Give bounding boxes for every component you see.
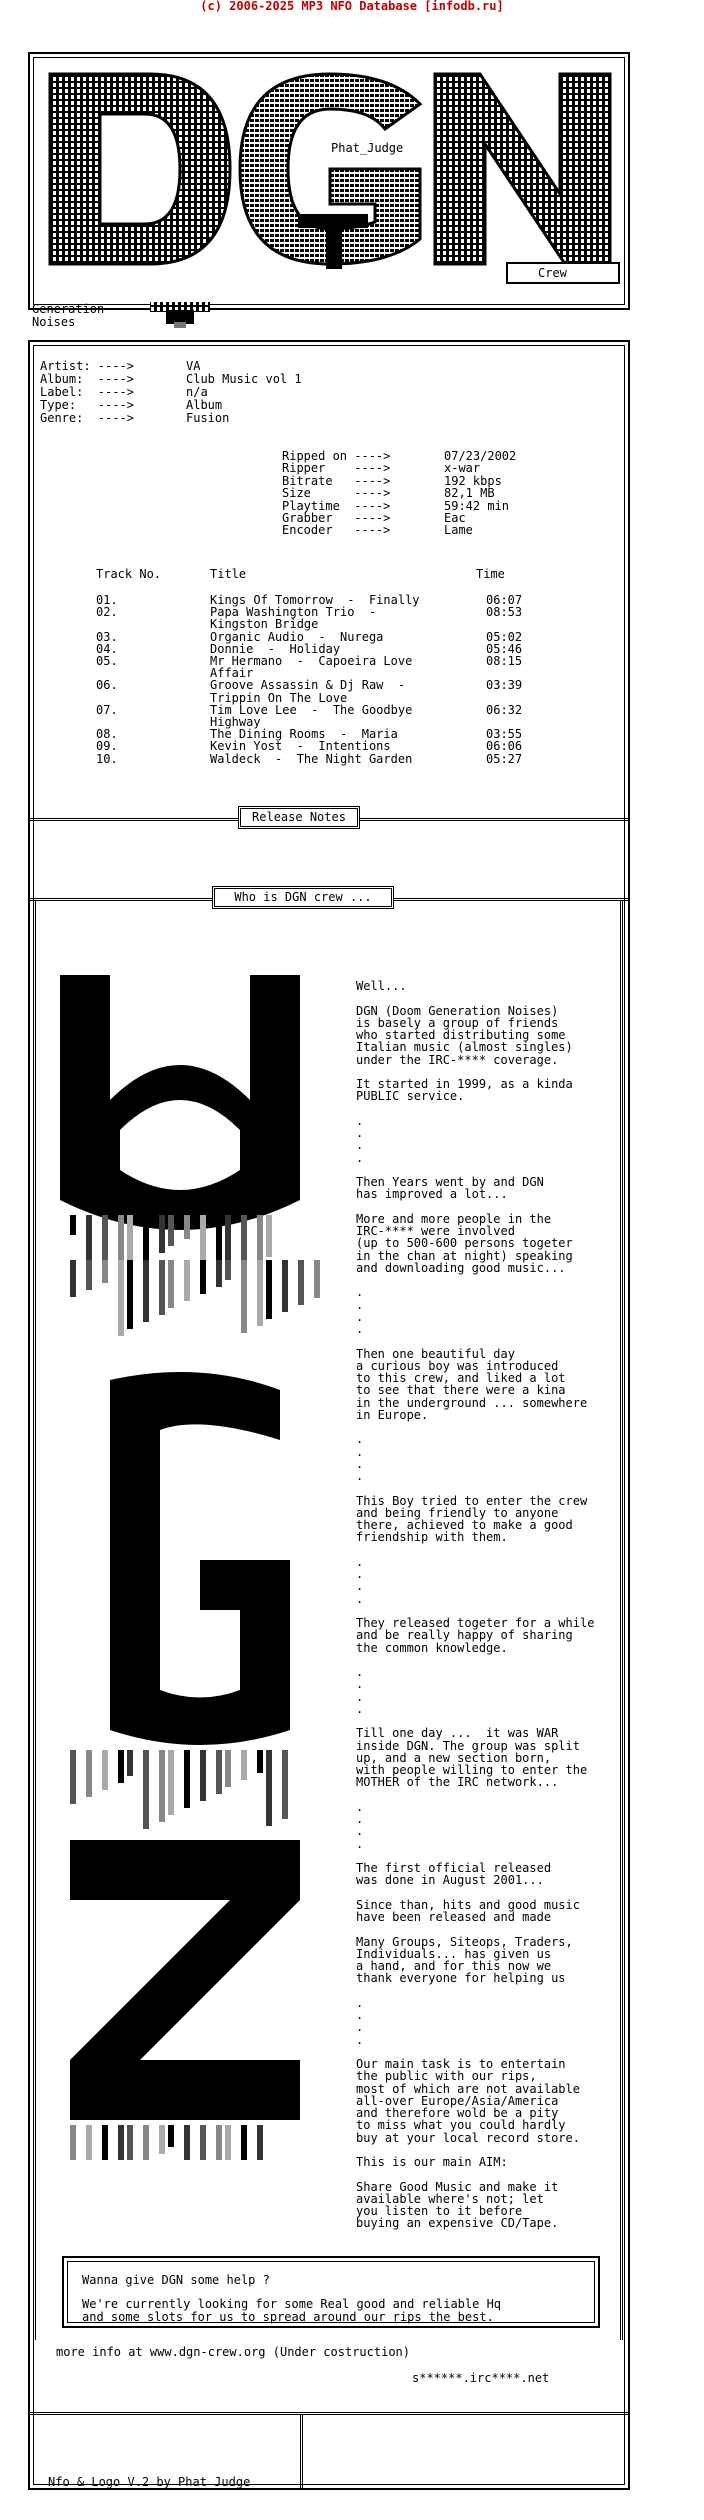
art-shape [143,2125,149,2160]
track-no: 03. [96,629,118,644]
art-shape [102,1750,108,1790]
type-key: Type: ----> [40,398,134,412]
art-shape [168,1750,174,1815]
story-line: friendship with them. [356,1530,508,1545]
story-line: was done in August 2001... [356,1873,544,1888]
art-shape [70,1750,76,1804]
track-no: 09. [96,739,118,754]
story-line: IRC-**** were involved [356,1224,515,1238]
story-line: in the underground ... somewhere [356,1395,588,1410]
rip-value: 59:42 min [444,498,510,513]
art-shape [257,1215,263,1264]
story-line: inside DGN. The group was split [356,1738,580,1753]
story-line: . [356,1554,364,1569]
rip-value: x-war [444,461,481,476]
art-shape [184,1215,190,1239]
rip-value: 82,1 MB [444,486,495,501]
story-line: Till one day ... it was WAR [356,1726,559,1741]
story-line: . [356,1150,364,1165]
rip-key: Size ----> [282,486,391,501]
track-no: 06. [96,678,118,693]
story-line: is basely a group of friends [356,1015,559,1030]
story-line: . [356,1297,364,1312]
track-title: Trippin On The Love [210,690,348,705]
help-title: Wanna give DGN some help ? [82,2273,270,2287]
art-shape [70,2125,76,2160]
story-line: in Europe. [356,1407,429,1422]
story-line: the public with our rips, [356,2069,537,2084]
art-shape [118,2125,124,2160]
art-shape [102,2125,108,2160]
story-line: They released togeter for a while [356,1616,595,1630]
who-label: Who is DGN crew ... [212,886,394,909]
album-value: Club Music vol 1 [186,372,302,386]
story-line: to this crew, and liked a lot [356,1371,566,1385]
art-shape [110,1372,290,1745]
art-shape [241,1750,247,1780]
art-shape [168,1260,174,1308]
art-shape [314,1260,320,1298]
art-shape [266,1215,272,1257]
track-title: Tim Love Lee - The Goodbye [210,702,413,717]
help-line-2: and some slots for us to spread around our rips the best. [82,2310,494,2324]
story-line: . [356,1444,364,1459]
rip-key: Bitrate ----> [282,473,391,488]
artist-key: Artist: ----> [40,359,134,373]
story-line: Since than, hits and good music [356,1897,580,1912]
art-shape [127,1260,133,1329]
footer-rule [300,2414,303,2488]
art-shape [102,1260,108,1283]
story-line: Individuals... has given us [356,1946,552,1961]
story-line: . [356,1113,364,1128]
story-line: . [356,1322,364,1336]
track-title: Kings Of Tomorrow - Finally [210,593,420,607]
story-line: PUBLIC service. [356,1089,465,1104]
story-line: Share Good Music and make it [356,2179,559,2194]
genre-value: Fusion [186,411,230,425]
art-shape [118,1260,124,1336]
track-no: 07. [96,702,118,717]
art-shape [298,1260,304,1305]
story-line: the common knowledge. [356,1640,508,1655]
story-line: up, and a new section born, [356,1750,552,1765]
art-shape [282,1750,288,1819]
story-line: . [356,1677,364,1692]
art-shape [216,1750,222,1794]
story-line: . [356,1836,364,1851]
art-shape [241,1260,247,1333]
art-shape [60,975,300,1230]
track-title: Donnie - Holiday [210,641,341,656]
album-key: Album: ----> [40,372,134,386]
art-shape [266,1750,272,1826]
art-shape [184,1750,190,1808]
story-line: under the IRC-**** coverage. [356,1052,559,1067]
track-title: Highway [210,715,261,729]
story-line: . [356,1665,364,1679]
story-line: . [356,1591,364,1606]
story-line: . [356,1579,364,1594]
story-line: who started distributing some [356,1028,566,1042]
track-no: 05. [96,654,118,668]
story-line: to miss what you could hardly [356,2118,566,2133]
track-time: 05:46 [486,641,523,656]
rip-value: 07/23/2002 [444,449,517,463]
story-line: Many Groups, Siteops, Traders, [356,1934,573,1949]
story-line: . [356,1285,364,1300]
story-line: DGN (Doom Generation Noises) [356,1003,559,1018]
label-key: Label: ----> [40,385,134,399]
art-shape [200,1750,206,1801]
track-no: 10. [96,751,118,766]
story-line: all-over Europe/Asia/America [356,2093,559,2108]
track-time: 03:39 [486,678,523,693]
rip-key: Ripped on ----> [282,449,391,463]
story-line: . [356,1567,364,1581]
dgn-vertical-art [50,970,330,2160]
rip-key: Grabber ----> [282,511,391,525]
rip-value: 192 kbps [444,473,502,488]
story-line: MOTHER of the IRC network... [356,1775,559,1790]
art-shape [225,2125,231,2160]
story-line: Our main task is to entertain [356,2057,566,2071]
track-time: 08:15 [486,654,523,668]
credit-banner: (c) 2006-2025 MP3 NFO Database [infodb.ru] [200,0,504,13]
story-line: . [356,1689,364,1704]
story-line: . [356,1469,364,1483]
art-shape [216,1260,222,1287]
art-shape [225,1260,231,1280]
track-title: Organic Audio - Nurega [210,629,384,644]
art-shape [127,1215,133,1267]
tracks-header-title: Title [210,567,247,581]
art-shape [143,1215,149,1260]
story-line: buy at your local record store. [356,2130,580,2145]
story-line: . [356,1138,364,1153]
tracks-header-time: Time [476,567,505,581]
track-no: 08. [96,727,118,742]
story-line: It started in 1999, as a kinda [356,1077,573,1091]
story-line: . [356,1432,364,1447]
artist-value: VA [186,359,201,373]
story-line: has improved a lot... [356,1187,508,1202]
art-shape [200,1260,206,1294]
track-no: 04. [96,641,118,656]
track-time: 03:55 [486,727,523,742]
art-shape [225,1750,231,1787]
help-line-1: We're currently looking for some Real good and reliable Hq [82,2297,502,2311]
track-time: 06:06 [486,739,523,754]
track-no: 02. [96,605,118,620]
rip-key: Encoder ----> [282,523,391,538]
art-shape [257,1750,263,1773]
art-shape [184,2125,190,2160]
story-line: This Boy tried to enter the crew [356,1493,588,1508]
art-shape [159,2125,165,2154]
story-line: . [356,2032,364,2047]
rip-key: Playtime ----> [282,498,391,513]
art-shape [127,1750,133,1776]
story-line: Then one beautiful day [356,1346,515,1361]
story-right-rule [620,900,623,2340]
story-line: . [356,1309,364,1324]
rip-value: Lame [444,523,473,538]
art-shape [200,2125,206,2160]
label-value: n/a [186,385,208,399]
art-shape [127,2125,133,2160]
logo-artist-name: Phat_Judge [328,142,406,155]
release-notes-label: Release Notes [238,806,360,829]
story-line: and being friendly to anyone [356,1505,559,1520]
art-shape [184,1260,190,1301]
track-title: Groove Assassin & Dj Raw - [210,678,406,693]
art-shape [70,1215,76,1235]
track-title: Kingston Bridge [210,617,319,632]
story-line: a hand, and for this now we [356,1959,552,1973]
track-time: 06:32 [486,702,523,717]
story-line: (up to 500-600 persons togeter [356,1236,573,1251]
art-shape [159,1215,165,1253]
story-line: in the chan at night) speaking [356,1248,573,1263]
side-label-line-1: Generation [32,302,105,316]
art-shape [282,1260,288,1312]
art-shape [86,2125,92,2160]
art-shape [86,1750,92,1797]
track-time: 05:02 [486,629,523,644]
story-line: . [356,1824,364,1839]
art-shape [241,2125,247,2160]
story-line: . [356,1701,364,1716]
more-info: more info at www.dgn-crew.org (Under costruction) [56,2345,411,2359]
divider-3 [30,2412,628,2415]
art-shape [159,1260,165,1315]
story-line: available where's not; let [356,2191,544,2206]
genre-key: Genre: ----> [40,411,134,425]
story-line: with people willing to enter the [356,1763,588,1777]
rip-key: Ripper ----> [282,461,391,476]
story-line: Well... [356,979,407,993]
track-title: Waldeck - The Night Garden [210,751,413,766]
rip-value: Eac [444,511,466,525]
irc-server: s******.irc****.net [412,2371,550,2385]
story-line: you listen to it before [356,2204,523,2218]
side-label-line-2: Noises [32,315,76,329]
story-line: and therefore wold be a pity [356,2106,559,2120]
tracks-header-no: Track No. [96,567,162,581]
track-time: 05:27 [486,751,523,766]
story-line: The first official released [356,1861,552,1875]
track-time: 06:07 [486,593,523,607]
art-shape [118,1750,124,1783]
story-line: Italian music (almost singles) [356,1040,573,1055]
track-time: 08:53 [486,605,523,620]
type-value: Album [186,398,223,412]
story-line: most of which are not available [356,2081,580,2096]
footer-credit: Nfo & Logo V.2 by Phat_Judge [48,2475,251,2489]
art-shape [266,1260,272,1319]
track-title: The Dining Rooms - Maria [210,727,398,742]
story-line: . [356,1812,364,1826]
art-shape [216,2125,222,2160]
story-left-rule [33,900,36,2340]
art-shape [86,1260,92,1290]
track-title: Affair [210,666,254,681]
story-line: to see that there were a kina [356,1383,566,1398]
track-title: Mr Hermano - Capoeira Love [210,654,413,668]
art-shape [70,1840,300,2120]
story-line: . [356,1995,364,2010]
track-title: Papa Washington Trio - [210,605,377,620]
art-shape [168,2125,174,2147]
story-line: there, achieved to make a good [356,1518,573,1532]
story-line: . [356,1126,364,1140]
story-line: and be really happy of sharing [356,1628,573,1643]
track-no: 01. [96,593,118,607]
art-shape [70,1260,76,1297]
art-shape [143,1750,149,1829]
story-line: thank everyone for helping us [356,1971,566,1986]
story-line: . [356,2020,364,2035]
track-title: Kevin Yost - Intentions [210,739,391,754]
dgn-logo [40,64,620,274]
art-shape [168,1215,174,1246]
story-line: . [356,1456,364,1471]
story-line: This is our main AIM: [356,2155,508,2169]
story-line: More and more people in the [356,1211,552,1226]
art-shape [257,1260,263,1326]
story-line: . [356,1799,364,1814]
crew-tag-label: Crew [538,266,567,280]
art-shape [257,2125,263,2160]
story-line: and downloading good music... [356,1260,566,1275]
art-shape [159,1750,165,1822]
crew-tag-box [506,262,620,284]
story-line: have been released and made [356,1910,552,1924]
story-line: a curious boy was introduced [356,1358,559,1373]
side-logo-mark [150,300,210,330]
story-line: Then Years went by and DGN [356,1175,544,1189]
story-line: . [356,2008,364,2022]
story-line: buying an expensive CD/Tape. [356,2216,559,2231]
art-shape [143,1260,149,1322]
